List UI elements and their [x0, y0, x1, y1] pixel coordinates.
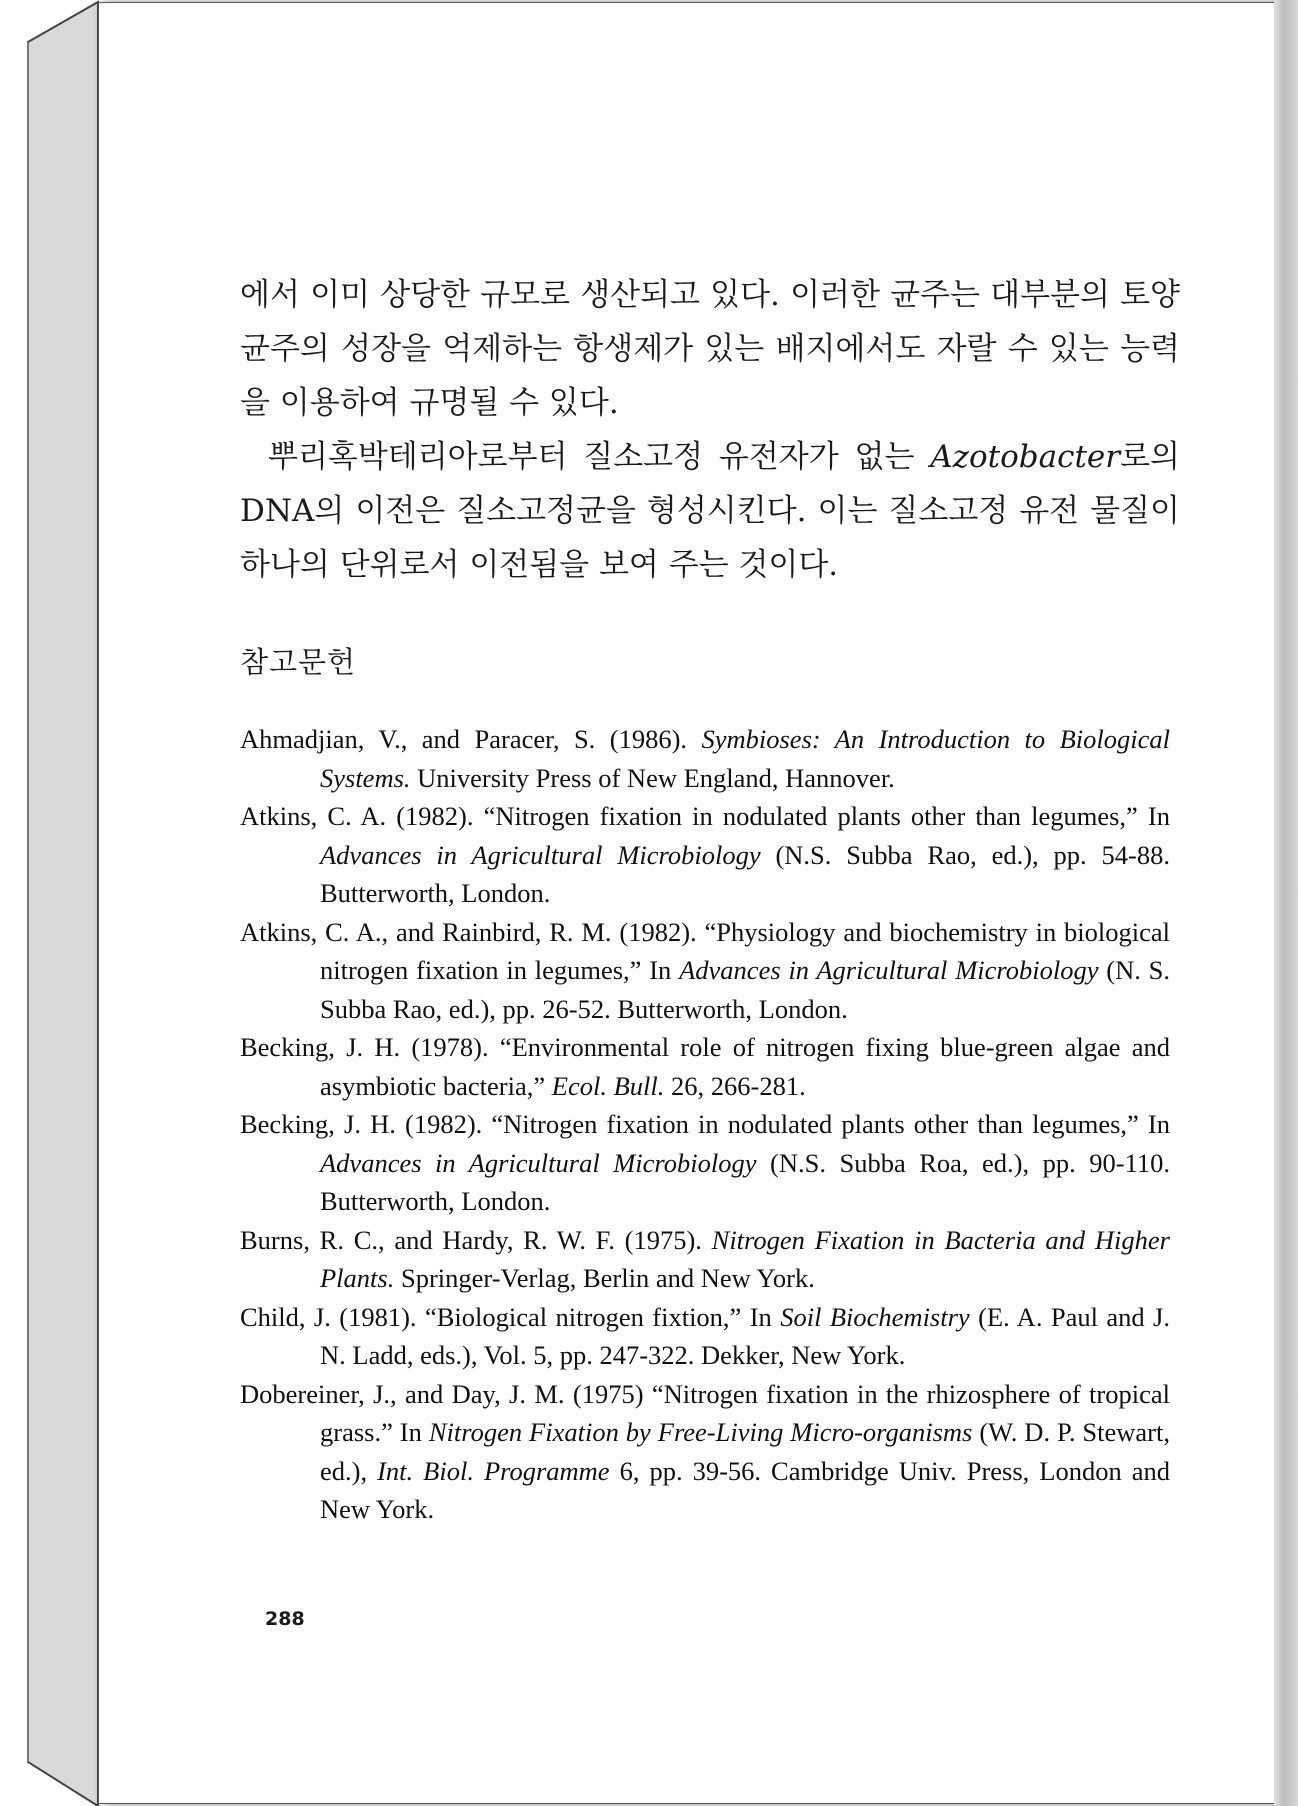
page-edge — [1274, 0, 1298, 1806]
body-paragraph-2: 뿌리혹박테리아로부터 질소고정 유전자가 없는 Azotobacter로의 DNA의 이전은 질소고정균을 형성시킨다. 이는 질소고정 유전 물질이 하나의 단위로서 이전됨을 보여 주는 것이다. — [240, 439, 1180, 583]
book-spine — [0, 0, 100, 1806]
body-paragraph-1: 에서 이미 상당한 규모로 생산되고 있다. 이러한 균주는 대부분의 토양 균주의 성장을 억제하는 항생제가 있는 배지에서도 자랄 수 있는 능력을 이용하여 규명될 수 있다. — [240, 277, 1180, 421]
reference-item: Ahmadjian, V., and Paracer, S. (1986). Symbioses: An Introduction to Biological Systems. University Press of New England, Hannover. — [240, 724, 1170, 793]
reference-item: Child, J. (1981). “Biological nitrogen fixtion,” In Soil Biochemistry (E. A. Paul and J. N. Ladd, eds.), Vol. 5, pp. 247-322. Dekker, New York. — [240, 1301, 1170, 1370]
references-title: 참고문헌 — [240, 645, 357, 679]
references-list — [240, 720, 1170, 1529]
body-text — [240, 268, 1180, 592]
reference-item: Becking, J. H. (1978). “Environmental role of nitrogen fixing blue-green algae and asymbiotic bacteria,” Ecol. Bull. 26, 266-281. — [240, 1032, 1170, 1101]
reference-item: Atkins, C. A. (1982). “Nitrogen fixation in nodulated plants other than legumes,” In Advances in Agricultural Microbiology (N.S. Subba Rao, ed.), pp. 54-88. Butterworth, London. — [240, 801, 1170, 908]
page-number: 288 — [265, 1608, 305, 1630]
reference-item: Atkins, C. A., and Rainbird, R. M. (1982). “Physiology and biochemistry in biological nitrogen fixation in legumes,” In Advances in Agricultural Microbiology (N. S. Subba Rao, ed.), pp. 26-52. Butterworth, London. — [240, 916, 1171, 1024]
reference-item: Becking, J. H. (1982). “Nitrogen fixation in nodulated plants other than legumes,” In Advances in Agricultural Microbiology (N.S. Subba Roa, ed.), pp. 90-110. Butterworth, London. — [240, 1109, 1170, 1216]
reference-item: Burns, R. C., and Hardy, R. W. F. (1975). Nitrogen Fixation in Bacteria and Higher Plants. Springer-Verlag, Berlin and New York. — [240, 1224, 1170, 1293]
reference-item: Dobereiner, J., and Day, J. M. (1975) “Nitrogen fixation in the rhizosphere of tropical grass.” In Nitrogen Fixation by Free-Living Micro-organisms (W. D. P. Stewart, ed.), Int. Biol. Programme 6, pp. 39-56. Cambridge Univ. Press, London and New York. — [240, 1378, 1170, 1524]
